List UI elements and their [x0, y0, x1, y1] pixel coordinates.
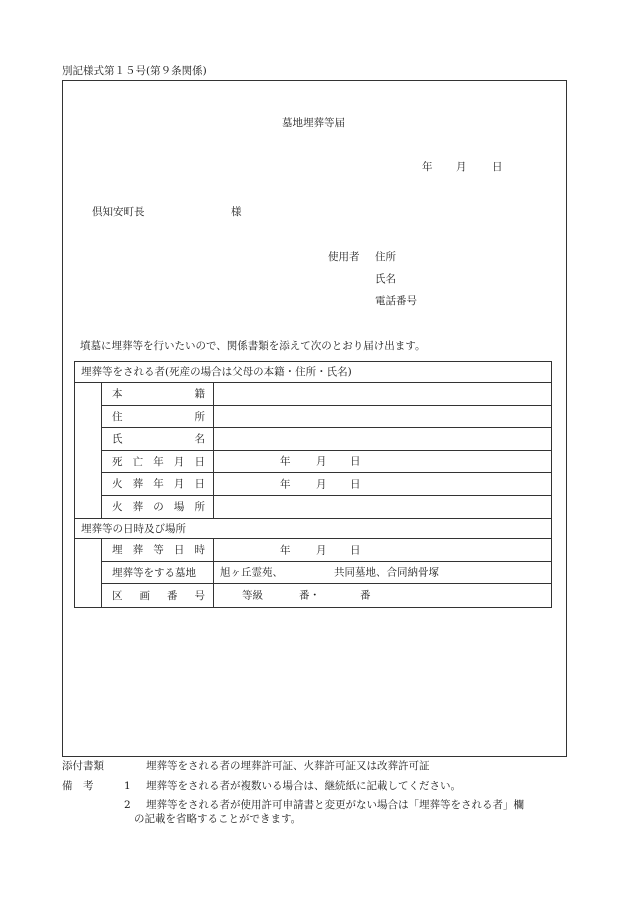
applicant-role: 使用者: [328, 251, 360, 263]
month-unit: 月: [316, 455, 327, 468]
row-death-date: [102, 451, 551, 474]
day-unit: 日: [350, 455, 361, 468]
address-field[interactable]: [214, 406, 551, 428]
remark-2-text-continued: の記載を省略することができます。: [134, 813, 302, 825]
row-address: [102, 406, 551, 429]
form-table: [74, 361, 552, 608]
row-label: 埋葬等をする墓地: [102, 562, 214, 584]
statement: 墳墓に埋葬等を行いたいので、関係書類を添えて次のとおり届け出ます。: [80, 340, 426, 352]
form-title: 墓地埋葬等届: [282, 117, 345, 129]
header-date-month: 月: [456, 161, 467, 173]
row-label: 埋 葬 等 日 時: [102, 539, 214, 561]
plot-number-b: 番: [360, 589, 371, 602]
cremation-place-field[interactable]: [214, 496, 551, 519]
remarks-label: 備 考: [62, 780, 94, 792]
row-label: 火 葬 年 月 日: [102, 473, 214, 495]
cemetery-option-asahigaoka: 旭ヶ丘霊苑、: [220, 566, 283, 579]
year-unit: 年: [280, 544, 291, 557]
year-unit: 年: [280, 478, 291, 491]
row-honseki: [102, 383, 551, 406]
cremation-date-field[interactable]: [214, 473, 551, 495]
row-label: 死 亡 年 月 日: [102, 451, 214, 473]
row-burial-date: [102, 539, 551, 562]
year-unit: 年: [280, 455, 291, 468]
day-unit: 日: [350, 478, 361, 491]
burial-date-field[interactable]: [214, 539, 551, 561]
section2-heading: 埋葬等の日時及び場所: [75, 518, 551, 539]
remark-2-text: 埋葬等をされる者が使用許可申請書と変更がない場合は「埋葬等をされる者」欄: [146, 799, 524, 811]
section1-body: [101, 383, 551, 518]
row-label: 住 所: [102, 406, 214, 428]
honseki-field[interactable]: [214, 383, 551, 405]
row-label: 火 葬 の 場 所: [102, 496, 214, 519]
remark-1-number: 1: [124, 780, 131, 792]
cemetery-field[interactable]: [214, 562, 551, 584]
attachments-text: 埋葬等をされる者の埋葬許可証、火葬許可証又は改葬許可証: [146, 760, 430, 772]
row-cremation-date: [102, 473, 551, 496]
name-field[interactable]: [214, 428, 551, 450]
remark-2-number: 2: [124, 799, 131, 811]
addressee-name: 倶知安町長: [92, 206, 145, 218]
day-unit: 日: [350, 544, 361, 557]
applicant-address-label: 住所: [375, 251, 396, 263]
plot-number-a: 番・: [299, 589, 320, 602]
row-label: 区 画 番 号: [102, 584, 214, 607]
section2-body: [101, 539, 551, 607]
row-plot-number: [102, 584, 551, 607]
month-unit: 月: [316, 478, 327, 491]
remark-1-text: 埋葬等をされる者が複数いる場合は、継続紙に記載してください。: [146, 780, 461, 792]
plot-grade: 等級: [242, 589, 263, 602]
cemetery-option-common: 共同墓地、合同納骨塚: [334, 566, 439, 579]
addressee-honorific: 様: [231, 206, 242, 218]
row-cremation-place: [102, 496, 551, 519]
row-label: 氏 名: [102, 428, 214, 450]
applicant-name-label: 氏名: [375, 273, 396, 285]
row-cemetery: [102, 562, 551, 585]
row-label: 本 籍: [102, 383, 214, 405]
header-date-year: 年: [422, 161, 433, 173]
header-date-day: 日: [492, 161, 503, 173]
form-number: 別記様式第１５号(第９条関係): [62, 65, 207, 77]
applicant-phone-label: 電話番号: [375, 295, 417, 307]
section1-heading: 埋葬等をされる者(死産の場合は父母の本籍・住所・氏名): [75, 362, 551, 383]
row-name: [102, 428, 551, 451]
plot-number-field[interactable]: [214, 584, 551, 607]
month-unit: 月: [316, 544, 327, 557]
death-date-field[interactable]: [214, 451, 551, 473]
attachments-label: 添付書類: [62, 760, 104, 772]
